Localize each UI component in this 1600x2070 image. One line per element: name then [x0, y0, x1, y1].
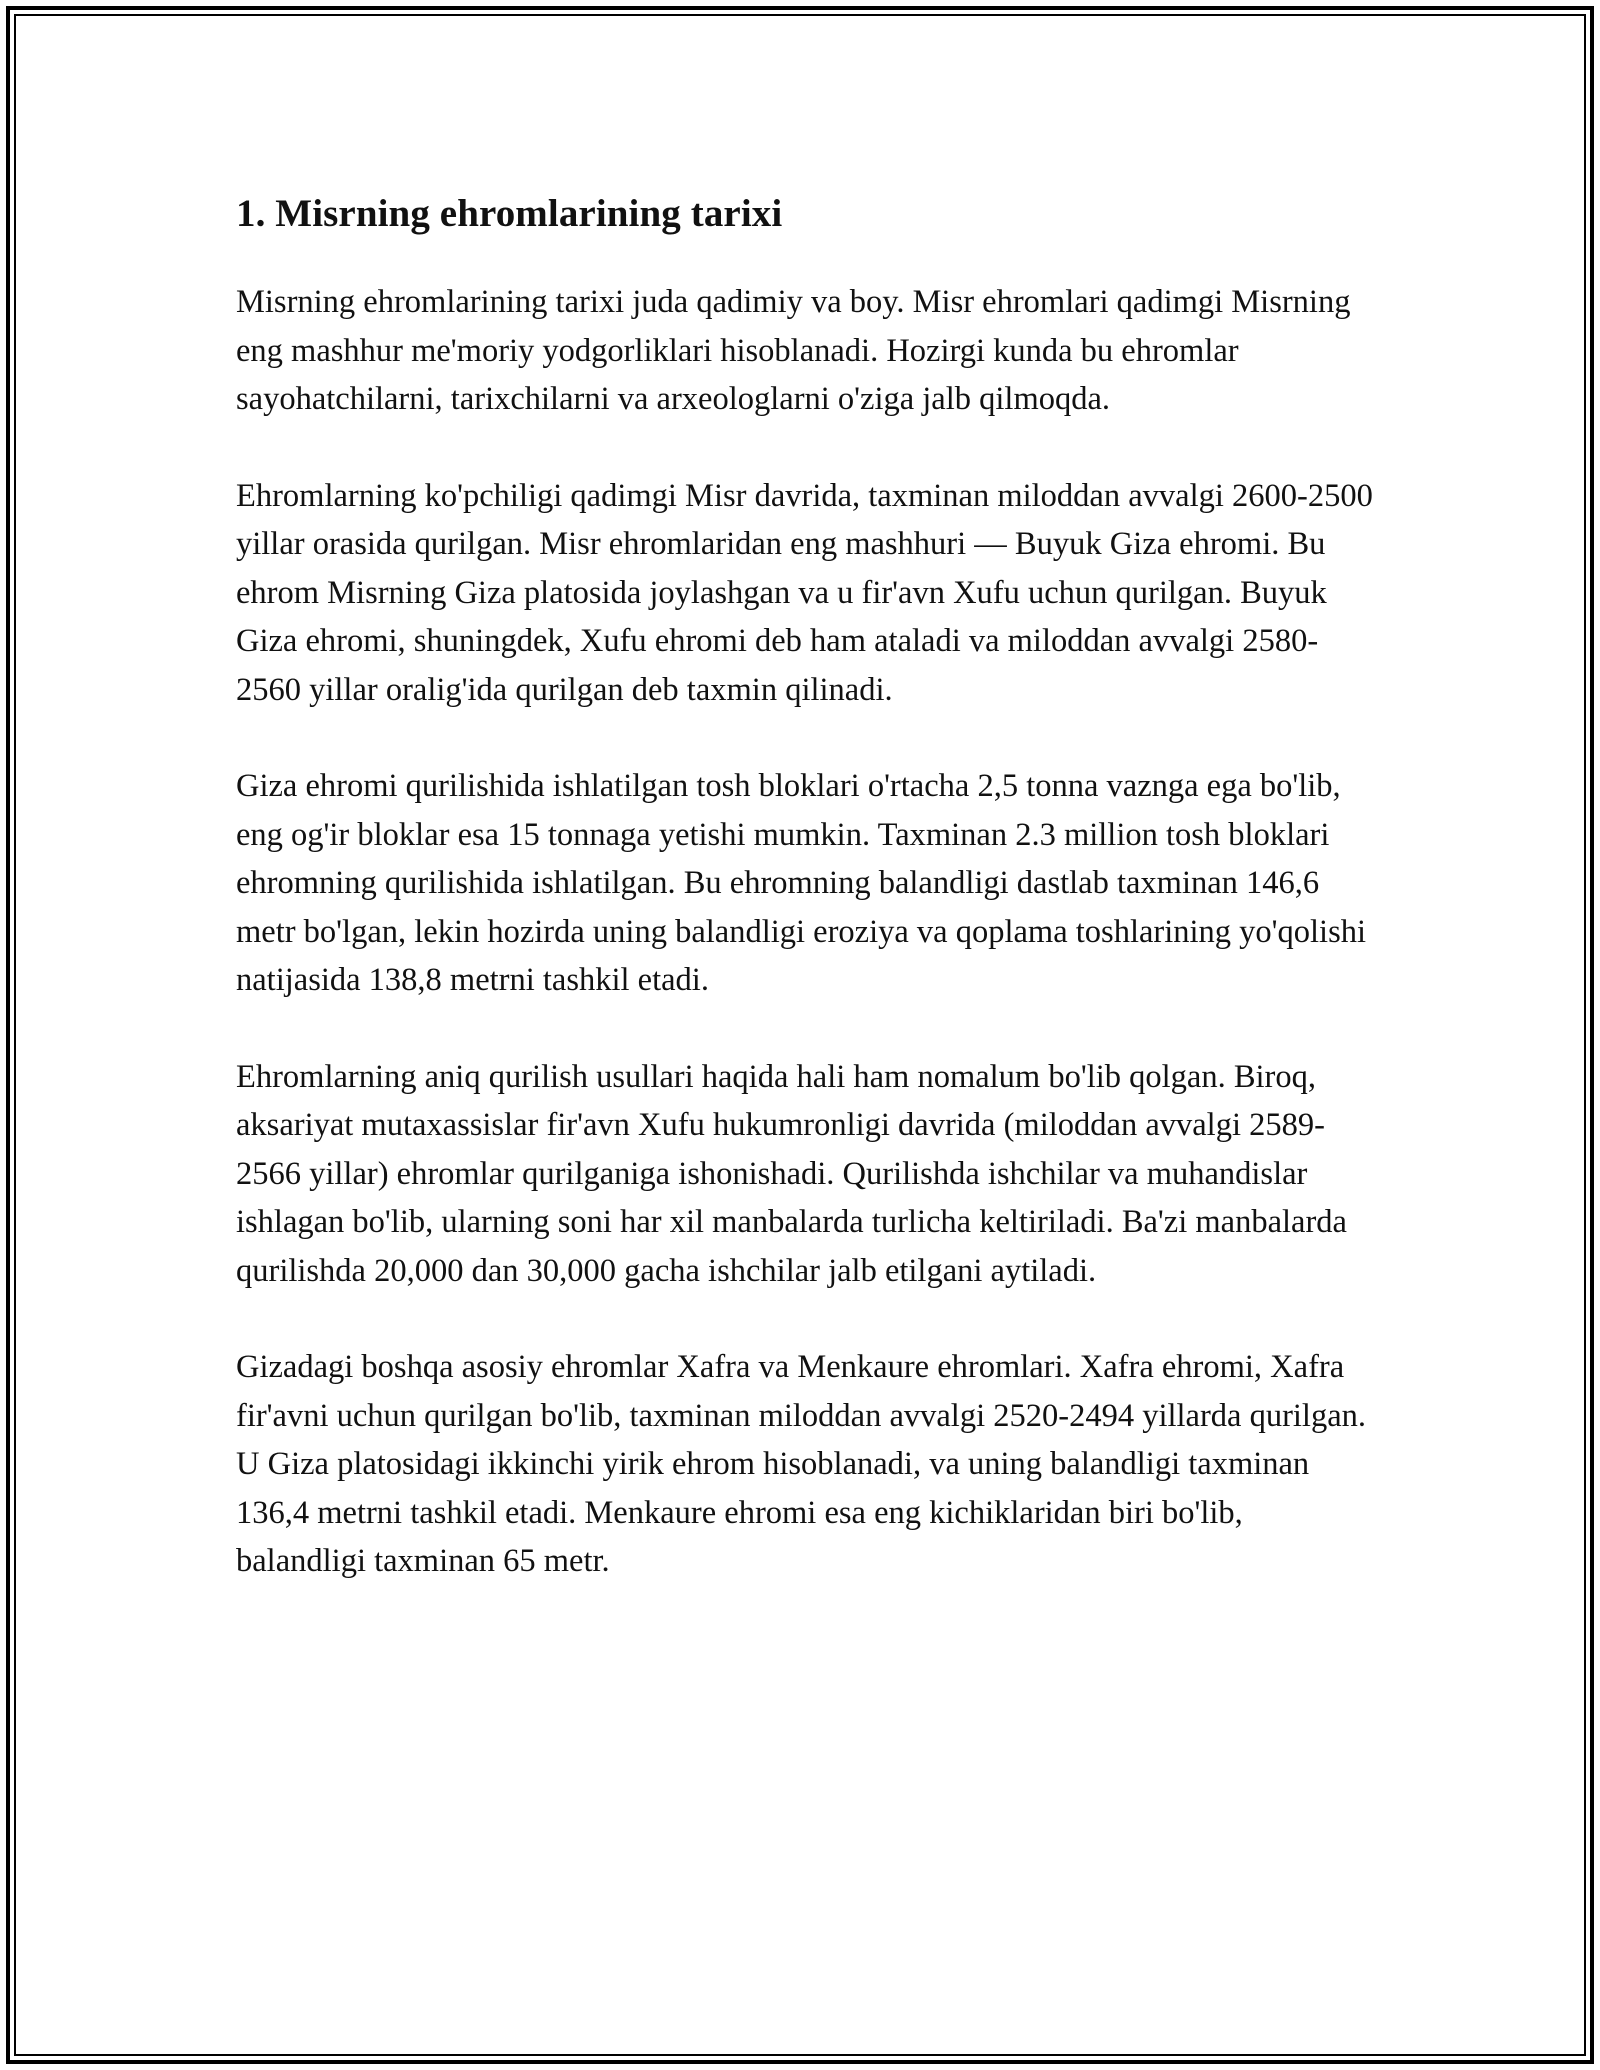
page-title: 1. Misrning ehromlarining tarixi — [236, 192, 783, 235]
paragraph-construction-methods: Ehromlarning aniq qurilish usullari haqida hali ham nomalum bo'lib qolgan. Biroq, aksariyat mutaxassislar fir'avn Xufu hukumronligi davrida (miloddan avvalgi 2589-2566 yillar) ehromlar qurilganiga ishonishadi. Qurilishda ishchilar va muhandislar ishlagan bo'lib, ularning soni har xil manbalarda turlicha keltiriladi. Ba'zi manbalarda qurilishda 20,000 dan 30,000 gacha ishchilar jalb etilgani aytiladi. — [236, 1058, 1347, 1289]
paragraph-great-giza: Ehromlarning ko'pchiligi qadimgi Misr davrida, taxminan miloddan avvalgi 2600-2500 yillar orasida qurilgan. Misr ehromlaridan eng mashhuri — Buyuk Giza ehromi. Bu ehrom Misrning Giza platosida joylashgan va u fir'avn Xufu uchun qurilgan. Buyuk Giza ehromi, shuningdek, Xufu ehromi deb ham ataladi va miloddan avvalgi 2580-2560 yillar oralig'ida qurilgan deb taxmin qilinadi. — [236, 477, 1373, 708]
document-body — [236, 184, 1376, 1634]
paragraph-stone-blocks: Giza ehromi qurilishida ishlatilgan tosh bloklari o'rtacha 2,5 tonna vaznga ega bo'lib, eng og'ir bloklar esa 15 tonnaga yetishi mumkin. Taxminan 2.3 million tosh bloklari ehromning qurilishida ishlatilgan. Bu ehromning balandligi dastlab taxminan 146,6 metr bo'lgan, lekin hozirda uning balandligi eroziya va qoplama toshlarining yo'qolishi natijasida 138,8 metrni tashkil etadi. — [236, 768, 1366, 998]
paragraph-intro: Misrning ehromlarining tarixi juda qadimiy va boy. Misr ehromlari qadimgi Misrning eng mashhur me'moriy yodgorliklari hisoblanadi. Hozirgi kunda bu ehromlar sayohatchilarni, tarixchilarni va arxeologlarni o'ziga jalb qilmoqda. — [236, 284, 1351, 417]
paragraph-other-pyramids: Gizadagi boshqa asosiy ehromlar Xafra va Menkaure ehromlari. Xafra ehromi, Xafra fir'avni uchun qurilgan bo'lib, taxminan miloddan avvalgi 2520-2494 yillarda qurilgan. U Giza platosidagi ikkinchi yirik ehrom hisoblanadi, va uning balandligi taxminan 136,4 metrni tashkil etadi. Menkaure ehromi esa eng kichiklaridan biri bo'lib, balandligi taxminan 65 metr. — [236, 1349, 1367, 1579]
